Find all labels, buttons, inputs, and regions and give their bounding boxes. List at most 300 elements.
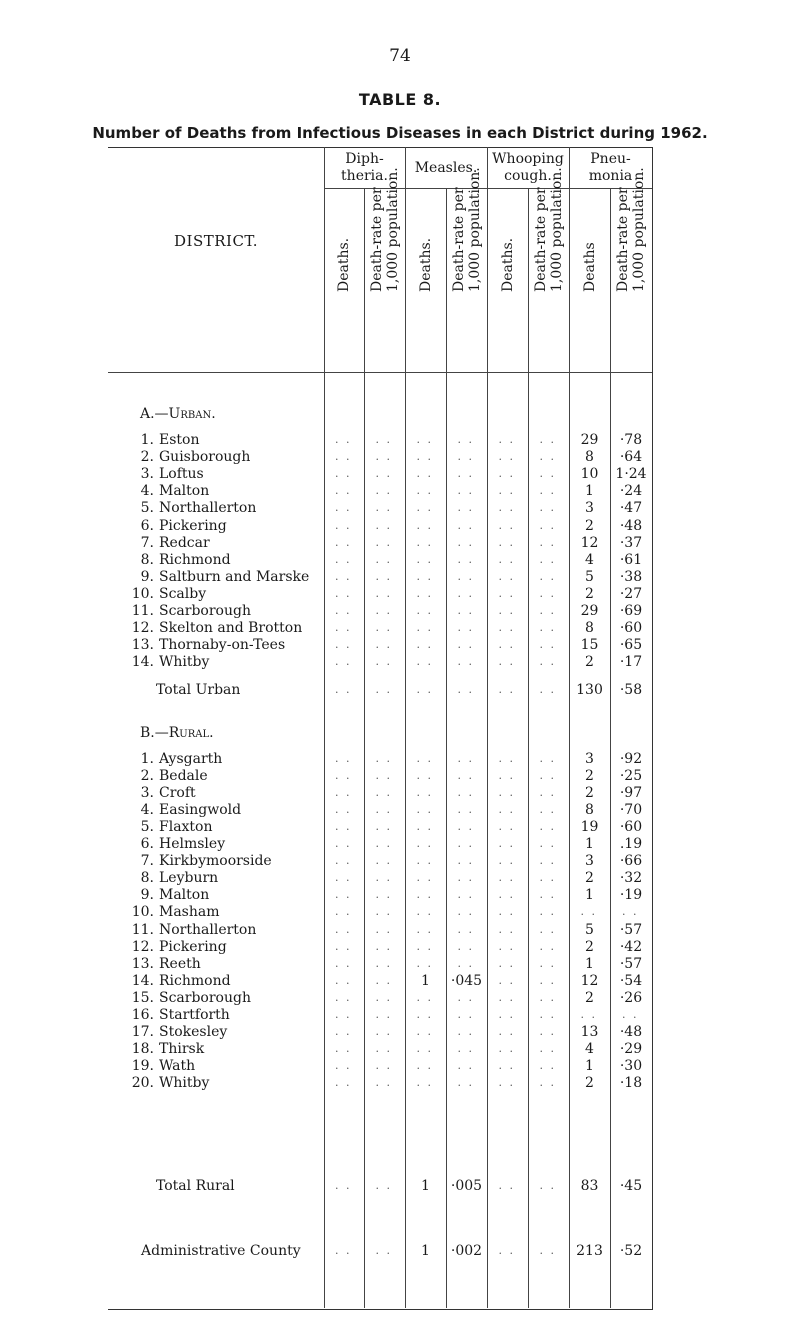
- dot-leader: . .: [335, 683, 352, 696]
- dot-leader: . .: [498, 820, 515, 834]
- dot-leader: . .: [375, 586, 392, 600]
- dot-leader: . .: [375, 905, 392, 919]
- dot-leader: . .: [375, 803, 392, 817]
- row-number: 6.: [140, 517, 154, 534]
- pneumonia-rate: ·27: [619, 585, 643, 602]
- pneumonia-rate: ·45: [619, 1178, 643, 1194]
- measles-deaths: 1: [421, 1178, 430, 1194]
- dot-leader: . .: [375, 450, 392, 464]
- dot-leader: . .: [375, 1058, 392, 1072]
- district-name: Pickering: [159, 938, 227, 955]
- dot-leader: . .: [539, 467, 556, 481]
- dot-leader: . .: [375, 518, 392, 532]
- district-name: Easingwold: [159, 802, 242, 819]
- dot-leader: . .: [375, 1244, 392, 1257]
- district-name: Northallerton: [159, 921, 257, 938]
- dot-leader: . .: [375, 621, 392, 635]
- dot-leader: . .: [416, 786, 433, 800]
- pneumonia-rate: .19: [619, 836, 643, 853]
- dot-leader: . .: [498, 518, 515, 532]
- dot-leader: . .: [457, 990, 474, 1004]
- dot-leader: . .: [416, 1041, 433, 1055]
- dot-leader: . .: [375, 604, 392, 617]
- dot-leader: . .: [335, 1058, 352, 1072]
- dot-leader: . .: [457, 888, 474, 902]
- dot-leader: . .: [539, 655, 556, 669]
- dot-leader: . .: [498, 905, 515, 919]
- dot-leader: . .: [335, 1007, 352, 1021]
- dot-leader: . .: [416, 621, 433, 635]
- pneumonia-deaths: 2: [585, 654, 594, 671]
- district-name: Kirkbymoorside: [159, 853, 272, 870]
- district-name: Malton: [159, 483, 210, 500]
- pneumonia-deaths: 2: [585, 768, 594, 785]
- pneumonia-rate: ·30: [619, 1057, 643, 1074]
- dot-leader: . .: [498, 888, 515, 902]
- dot-leader: . .: [539, 535, 556, 549]
- dot-leader: . .: [457, 769, 474, 783]
- dot-leader: . .: [416, 837, 433, 851]
- dot-leader: . .: [498, 939, 515, 953]
- dot-leader: . .: [539, 786, 556, 800]
- dot-leader: . .: [416, 535, 433, 549]
- dot-leader: . .: [335, 604, 352, 617]
- row-number: 9.: [140, 887, 154, 904]
- dot-leader: . .: [375, 939, 392, 953]
- diphtheria-header: Diph- theria.: [341, 151, 388, 184]
- pneumonia-deaths: 3: [585, 853, 594, 870]
- dot-leader: . .: [416, 433, 433, 446]
- dot-leader: . .: [375, 535, 392, 549]
- dot-leader: . .: [498, 1041, 515, 1055]
- dot-leader: . .: [539, 484, 556, 498]
- district-name: Northallerton: [159, 500, 257, 517]
- dot-leader: . .: [416, 501, 433, 515]
- dot-leader: . .: [375, 752, 392, 765]
- subcolumn-rule: [446, 188, 447, 1308]
- row-number: 15.: [131, 989, 154, 1006]
- dot-leader: . .: [498, 621, 515, 635]
- subcolumn-rule: [610, 188, 611, 1308]
- dot-leader: . .: [498, 552, 515, 566]
- dot-leader: . .: [375, 922, 392, 936]
- pneumonia-deaths: 2: [585, 785, 594, 802]
- dot-leader: . .: [375, 1041, 392, 1055]
- dot-leader: . .: [539, 990, 556, 1004]
- dot-leader: . .: [416, 1058, 433, 1072]
- dot-leader: . .: [335, 1041, 352, 1055]
- dot-leader: . .: [539, 450, 556, 464]
- pneumonia-deaths: 19: [580, 819, 599, 836]
- dot-leader: . .: [539, 752, 556, 765]
- dot-leader: . .: [375, 956, 392, 970]
- dot-leader: . .: [539, 803, 556, 817]
- dot-leader: . .: [539, 1024, 556, 1038]
- pneumonia-deaths: 12: [580, 972, 599, 989]
- subcolumn-header: Death-rate per 1,000 population.: [450, 167, 483, 292]
- dot-leader: . .: [375, 1075, 392, 1089]
- measles-deaths: 1: [421, 1243, 430, 1259]
- dot-leader: . .: [335, 939, 352, 953]
- dot-leader: . .: [375, 837, 392, 851]
- district-name: Stokesley: [159, 1023, 228, 1040]
- dot-leader: . .: [416, 871, 433, 885]
- pneumonia-rate: ·42: [619, 938, 643, 955]
- dot-leader: . .: [375, 467, 392, 481]
- district-name: Loftus: [159, 466, 204, 483]
- dot-leader: . .: [498, 786, 515, 800]
- table-subtitle: Number of Deaths from Infectious Diseases in each District during 1962.: [92, 124, 708, 142]
- dot-leader: . .: [498, 1007, 515, 1021]
- dot-leader: . .: [539, 939, 556, 953]
- row-number: 4.: [140, 483, 154, 500]
- dot-leader: . .: [335, 820, 352, 834]
- dot-leader: . .: [539, 1244, 556, 1257]
- dot-leader: . .: [335, 1075, 352, 1089]
- pneumonia-rate: ·60: [619, 819, 643, 836]
- row-number: 19.: [131, 1057, 154, 1074]
- measles-rate: ·045: [450, 972, 483, 989]
- district-name: Redcar: [159, 534, 210, 551]
- district-name: Thirsk: [159, 1040, 205, 1057]
- district-name: Malton: [159, 887, 210, 904]
- row-number: 12.: [131, 938, 154, 955]
- dot-leader: . .: [539, 1179, 556, 1192]
- pneumonia-rate: ·32: [619, 870, 643, 887]
- dot-leader: . .: [498, 922, 515, 936]
- dot-leader: . .: [457, 569, 474, 583]
- row-number: 2.: [140, 768, 154, 785]
- dot-leader: . .: [416, 752, 433, 765]
- dot-leader: . .: [416, 569, 433, 583]
- subcolumn-header: Death-rate per 1,000 population.: [615, 167, 647, 292]
- dot-leader: . .: [457, 820, 474, 834]
- district-name: Helmsley: [159, 836, 226, 853]
- pneumonia-rate: ·78: [619, 432, 643, 448]
- district-name: Croft: [159, 785, 196, 802]
- pneumonia-deaths: 83: [580, 1178, 599, 1194]
- dot-leader: . .: [416, 586, 433, 600]
- dot-leader: . .: [498, 569, 515, 583]
- dot-leader: . .: [375, 655, 392, 669]
- dot-leader: . .: [375, 433, 392, 446]
- pneumonia-rate: ·57: [619, 921, 643, 938]
- dot-leader: . .: [457, 467, 474, 481]
- subcolumn-header: Deaths.: [499, 237, 516, 292]
- dot-leader: . .: [375, 990, 392, 1004]
- subcolumn-rule: [364, 188, 365, 1308]
- row-number: 20.: [131, 1074, 154, 1091]
- dot-leader: . .: [539, 973, 556, 987]
- dot-leader: . .: [457, 484, 474, 498]
- dot-leader: . .: [375, 501, 392, 515]
- district-name: Startforth: [159, 1006, 230, 1023]
- row-number: 1.: [140, 751, 154, 767]
- pneumonia-deaths: 8: [585, 449, 594, 466]
- pneumonia-rate: ·57: [619, 955, 643, 972]
- pneumonia-rate: ·47: [619, 500, 643, 517]
- dot-leader: . .: [335, 621, 352, 635]
- dot-leader: . .: [416, 803, 433, 817]
- district-name: Guisborough: [159, 449, 251, 466]
- dot-leader: . .: [375, 552, 392, 566]
- pneumonia-rate: 1·24: [615, 466, 647, 483]
- pneumonia-rate: ·24: [619, 483, 643, 500]
- dot-leader: . .: [498, 484, 515, 498]
- dot-leader: . .: [335, 973, 352, 987]
- pneumonia-rate: ·92: [619, 751, 643, 767]
- dot-leader: . .: [539, 888, 556, 902]
- rural-heading: B.—Rural.: [140, 725, 214, 741]
- pneumonia-rate: ·29: [619, 1040, 643, 1057]
- pneumonia-deaths: 12: [580, 534, 599, 551]
- dot-leader: . .: [498, 1058, 515, 1072]
- column-rule: [569, 147, 570, 1308]
- district-name: Wath: [159, 1057, 196, 1074]
- measles-header: Measles.: [414, 160, 478, 176]
- pneumonia-deaths: 4: [585, 551, 594, 568]
- dot-leader: . .: [457, 854, 474, 868]
- dot-leader: . .: [335, 552, 352, 566]
- dot-leader: . .: [335, 1024, 352, 1038]
- pneumonia-rate: ·18: [619, 1074, 643, 1091]
- row-number: 3.: [140, 785, 154, 802]
- district-name: Scarborough: [159, 603, 251, 619]
- dot-leader: . .: [335, 450, 352, 464]
- dot-leader: . .: [335, 433, 352, 446]
- subcolumn-header: Deaths.: [336, 237, 352, 292]
- dot-leader: . .: [335, 871, 352, 885]
- pneumonia-rate: ·37: [619, 534, 643, 551]
- dot-leader: . .: [457, 1007, 474, 1021]
- dot-leader: . .: [498, 752, 515, 765]
- dot-leader: . .: [457, 1058, 474, 1072]
- pneumonia-rate: ·61: [619, 551, 643, 568]
- dot-leader: . .: [539, 854, 556, 868]
- dot-leader: . .: [498, 854, 515, 868]
- dot-leader: . .: [335, 586, 352, 600]
- dot-leader: . .: [375, 683, 392, 696]
- pneumonia-rate: ·17: [619, 654, 643, 671]
- pneumonia-rate: ·70: [619, 802, 643, 819]
- dot-leader: . .: [539, 1007, 556, 1021]
- dot-leader: . .: [457, 905, 474, 919]
- district-name: Flaxton: [159, 819, 213, 836]
- row-number: 6.: [140, 836, 154, 853]
- dot-leader: . .: [457, 586, 474, 600]
- row-number: 14.: [131, 972, 154, 989]
- pneumonia-rate: ·69: [619, 603, 643, 619]
- dot-leader: . .: [335, 990, 352, 1004]
- dot-leader: . .: [580, 905, 597, 919]
- pneumonia-rate: ·97: [619, 785, 643, 802]
- row-number: 11.: [131, 603, 154, 619]
- district-name: Whitby: [159, 654, 210, 671]
- dot-leader: . .: [375, 820, 392, 834]
- pneumonia-deaths: 8: [585, 620, 594, 637]
- dot-leader: . .: [335, 467, 352, 481]
- row-number: 13.: [131, 637, 154, 654]
- dot-leader: . .: [416, 854, 433, 868]
- subcolumn-rule: [528, 188, 529, 1308]
- dot-leader: . .: [457, 604, 474, 617]
- pneumonia-rate: ·26: [619, 989, 643, 1006]
- pneumonia-rate: ·48: [619, 517, 643, 534]
- subcolumn-header: Death-rate per 1,000 population.: [368, 167, 401, 292]
- district-name: Saltburn and Marske: [159, 568, 310, 585]
- dot-leader: . .: [457, 638, 474, 652]
- pneumonia-deaths: 5: [585, 568, 594, 585]
- district-name: Richmond: [159, 551, 231, 568]
- dot-leader: . .: [539, 1041, 556, 1055]
- pneumonia-rate: ·54: [619, 972, 643, 989]
- dot-leader: . .: [457, 922, 474, 936]
- pneumonia-deaths: 130: [576, 682, 603, 698]
- dot-leader: . .: [498, 638, 515, 652]
- district-name: Thornaby-on-Tees: [159, 637, 286, 654]
- dot-leader: . .: [498, 1244, 515, 1257]
- dot-leader: . .: [498, 450, 515, 464]
- dot-leader: . .: [622, 905, 639, 919]
- dot-leader: . .: [375, 569, 392, 583]
- row-number: 10.: [131, 904, 154, 921]
- row-number: 3.: [140, 466, 154, 483]
- row-number: 7.: [140, 853, 154, 870]
- dot-leader: . .: [335, 638, 352, 652]
- dot-leader: . .: [498, 501, 515, 515]
- county-total-label: Administrative County: [141, 1243, 301, 1259]
- dot-leader: . .: [539, 586, 556, 600]
- district-name: Pickering: [159, 517, 227, 534]
- subcolumn-header: Death-rate per 1,000 population.: [532, 167, 565, 292]
- dot-leader: . .: [539, 1075, 556, 1089]
- dot-leader: . .: [539, 837, 556, 851]
- dot-leader: . .: [375, 786, 392, 800]
- row-number: 1.: [140, 432, 154, 448]
- district-header: DISTRICT.: [174, 232, 258, 250]
- dot-leader: . .: [335, 956, 352, 970]
- dot-leader: . .: [335, 484, 352, 498]
- dot-leader: . .: [539, 604, 556, 617]
- district-name: Whitby: [159, 1074, 210, 1091]
- dot-leader: . .: [416, 638, 433, 652]
- pneumonia-rate: ·64: [619, 449, 643, 466]
- pneumonia-deaths: 1: [585, 836, 594, 853]
- district-name: Skelton and Brotton: [159, 620, 303, 637]
- column-rule: [405, 147, 406, 1308]
- district-name: Eston: [159, 432, 200, 448]
- dot-leader: . .: [457, 752, 474, 765]
- dot-leader: . .: [539, 905, 556, 919]
- dot-leader: . .: [416, 467, 433, 481]
- pneumonia-deaths: 13: [580, 1023, 599, 1040]
- dot-leader: . .: [335, 837, 352, 851]
- dot-leader: . .: [457, 450, 474, 464]
- dot-leader: . .: [457, 621, 474, 635]
- dot-leader: . .: [457, 683, 474, 696]
- dot-leader: . .: [416, 655, 433, 669]
- dot-leader: . .: [375, 888, 392, 902]
- dot-leader: . .: [416, 956, 433, 970]
- dot-leader: . .: [457, 552, 474, 566]
- measles-rate: ·005: [450, 1178, 483, 1194]
- dot-leader: . .: [539, 518, 556, 532]
- dot-leader: . .: [457, 786, 474, 800]
- dot-leader: . .: [539, 569, 556, 583]
- dot-leader: . .: [416, 939, 433, 953]
- pneumonia-deaths: 4: [585, 1040, 594, 1057]
- pneumonia-rate: ·19: [619, 887, 643, 904]
- dot-leader: . .: [375, 1024, 392, 1038]
- pneumonia-deaths: 2: [585, 517, 594, 534]
- dot-leader: . .: [416, 484, 433, 498]
- dot-leader: . .: [375, 871, 392, 885]
- dot-leader: . .: [457, 1041, 474, 1055]
- dot-leader: . .: [539, 501, 556, 515]
- dot-leader: . .: [498, 433, 515, 446]
- page-number: 74: [389, 46, 411, 66]
- subcolumn-header: Deaths: [581, 242, 598, 292]
- dot-leader: . .: [335, 1179, 352, 1192]
- row-number: 4.: [140, 802, 154, 819]
- pneumonia-deaths: 3: [585, 500, 594, 517]
- urban-heading: A.—Urban.: [140, 406, 216, 422]
- dot-leader: . .: [498, 973, 515, 987]
- row-number: 13.: [131, 955, 154, 972]
- pneumonia-deaths: 1: [585, 1057, 594, 1074]
- district-name: Masham: [159, 904, 220, 921]
- pneumonia-rate: ·58: [619, 682, 643, 698]
- pneumonia-rate: ·38: [619, 568, 643, 585]
- pneumonia-rate: ·66: [619, 853, 643, 870]
- dot-leader: . .: [498, 837, 515, 851]
- row-number: 9.: [140, 568, 154, 585]
- pneumonia-deaths: 8: [585, 802, 594, 819]
- row-number: 5.: [140, 500, 154, 517]
- dot-leader: . .: [416, 769, 433, 783]
- dot-leader: . .: [416, 1024, 433, 1038]
- district-name: Bedale: [159, 768, 208, 785]
- dot-leader: . .: [416, 820, 433, 834]
- pneumonia-deaths: 213: [576, 1243, 603, 1259]
- district-name: Scarborough: [159, 989, 251, 1006]
- dot-leader: . .: [416, 604, 433, 617]
- district-name: Richmond: [159, 972, 231, 989]
- dot-leader: . .: [539, 433, 556, 446]
- pneumonia-deaths: 2: [585, 989, 594, 1006]
- pneumonia-rate: ·60: [619, 620, 643, 637]
- pneumonia-rate: ·52: [619, 1243, 643, 1259]
- header-rule: [108, 372, 652, 373]
- dot-leader: . .: [539, 922, 556, 936]
- pneumonia-deaths: 15: [580, 637, 599, 654]
- dot-leader: . .: [457, 655, 474, 669]
- dot-leader: . .: [335, 905, 352, 919]
- pneumonia-deaths: 3: [585, 751, 594, 767]
- pneumonia-deaths: 1: [585, 483, 594, 500]
- row-number: 14.: [131, 654, 154, 671]
- subcolumn-header: Deaths.: [417, 237, 434, 292]
- dot-leader: . .: [335, 501, 352, 515]
- dot-leader: . .: [416, 888, 433, 902]
- dot-leader: . .: [498, 467, 515, 481]
- dot-leader: . .: [457, 871, 474, 885]
- dot-leader: . .: [539, 871, 556, 885]
- dot-leader: . .: [498, 535, 515, 549]
- pneumonia-deaths: 2: [585, 938, 594, 955]
- dot-leader: . .: [375, 484, 392, 498]
- pneumonia-deaths: 2: [585, 870, 594, 887]
